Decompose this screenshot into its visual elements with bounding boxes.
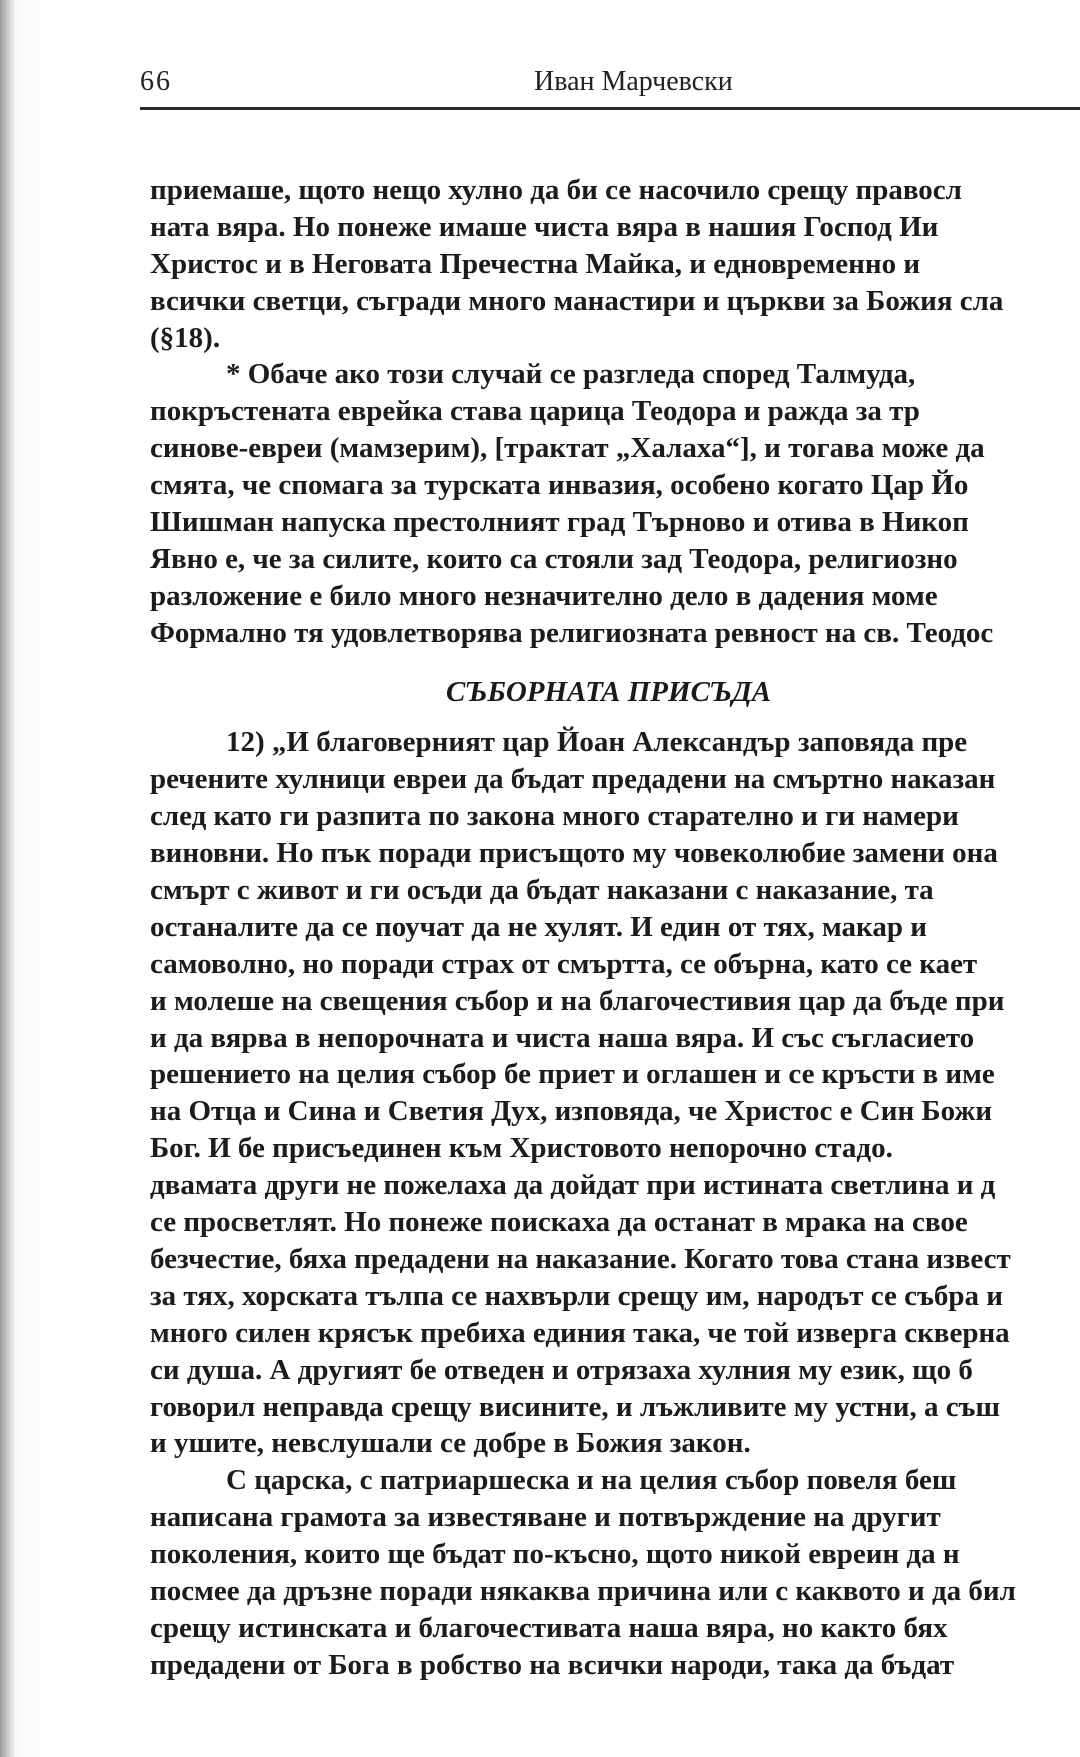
- text-line: самоволно, но поради страх от смъртта, се обърна, като се кает: [150, 947, 978, 980]
- text-line: (§18).: [150, 321, 221, 354]
- section-heading: СЪБОРНАТА ПРИСЪДА: [446, 675, 772, 708]
- text-line: си душа. А другият бе отведен и отрязаха хулния му език, що б: [150, 1353, 973, 1386]
- spacer: [150, 652, 1080, 674]
- header-rule: [140, 107, 1080, 110]
- text-line: 12) „И благоверният цар Йоан Александър заповяда пре: [226, 726, 968, 759]
- text-line: ната вяра. Но понеже имаше чиста вяра в нашия Господ Ии: [150, 210, 939, 243]
- page-number: 66: [140, 66, 172, 97]
- text-line: безчестие, бяха предадени на наказание. Когато това стана извест: [150, 1242, 1011, 1275]
- text-line: останалите да се поучат да не хулят. И един от тях, макар и: [150, 910, 927, 943]
- text-line: написана грамота за известяване и потвърждение на другит: [150, 1501, 941, 1534]
- spacer: [150, 710, 1080, 724]
- text-line: и да вярва в непорочната и чиста наша вяра. И със съгласието: [150, 1021, 975, 1054]
- text-line: речените хулници евреи да бъдат предадени на смъртно наказан: [150, 763, 996, 796]
- text-line: покръстената еврейка става царица Теодора и ражда за тр: [150, 395, 920, 428]
- paragraph-4: [150, 1462, 1080, 1683]
- page-header: [140, 66, 1080, 110]
- text-line: виновни. Но пък поради присъщото му човеколюбие замени она: [150, 837, 998, 870]
- text-line: говорил неправда срещу висините, и лъжливите му устни, а съш: [150, 1390, 1000, 1423]
- text-line: след като ги разпита по закона много старателно и ги намери: [150, 800, 959, 833]
- text-line: и ушите, невслушали се добре в Божия закон.: [150, 1427, 751, 1460]
- text-line: за тях, хорската тълпа се нахвърли срещу им, народът се събра и: [150, 1279, 1003, 1312]
- text-line: С царска, с патриаршеска и на целия събор повеля беш: [226, 1464, 957, 1497]
- text-line: Христос и в Неговата Пречестна Майка, и едновременно и: [150, 247, 921, 280]
- text-line: смята, че спомага за турската инвазия, особено когато Цар Йо: [150, 469, 969, 502]
- text-line: всички светци, съгради много манастири и църкви за Божия сла: [150, 284, 1004, 317]
- text-line: на Отца и Сина и Светия Дух, изповяда, че Христос е Син Божи: [150, 1095, 993, 1128]
- book-spine-shadow: [0, 0, 14, 1757]
- text-line: приемаше, щото нещо хулно да би се насочило срещу правосл: [150, 174, 962, 206]
- text-line: се просветлят. Но понеже поискаха да останат в мрака на свое: [150, 1206, 968, 1239]
- text-line: предадени от Бога в робство на всички народи, така да бъдат: [150, 1648, 955, 1681]
- text-line: * Обаче ако този случай се разгледа според Талмуда,: [226, 358, 916, 391]
- text-line: поколения, които ще бъдат по-късно, щото никой евреин да н: [150, 1538, 960, 1571]
- text-line: срещу истинската и благочестивата наша вяра, но както бях: [150, 1611, 948, 1644]
- running-head-author: Иван Марчевски: [534, 66, 733, 97]
- text-line: синове-евреи (мамзерим), [трактат „Халаха“], и тогава може да: [150, 432, 985, 465]
- text-line: много силен крясък пребиха единия така, че той изверга скверна: [150, 1316, 1010, 1349]
- text-line: разложение е било много незначително дело в дадения моме: [150, 579, 938, 612]
- text-line: Явно е, че за силите, които са стояли зад Теодора, религиозно: [150, 542, 958, 575]
- paragraph-2: [150, 356, 1080, 651]
- text-line: двамата други не пожелаха да дойдат при истината светлина и д: [150, 1169, 996, 1202]
- text-line: Бог. И бе присъединен към Христовото непорочно стадо.: [150, 1132, 893, 1165]
- paragraph-1: [150, 172, 1080, 356]
- text-line: посмее да дръзне поради някаква причина или с каквото и да бил: [150, 1574, 1016, 1607]
- paragraph-3: [150, 724, 1080, 1462]
- text-line: Формално тя удовлетворява религиозната ревност на св. Теодос: [150, 616, 994, 649]
- text-line: и молеше на свещения събор и на благочестивия цар да бъде при: [150, 984, 1005, 1017]
- text-line: решението на целия събор бе приет и оглашен и се кръсти в име: [150, 1058, 995, 1091]
- text-line: смърт с живот и ги осъди да бъдат наказани с наказание, та: [150, 874, 934, 907]
- text-line: Шишман напуска престолният град Търново и отива в Никоп: [150, 506, 969, 539]
- body-text: [150, 172, 1080, 1684]
